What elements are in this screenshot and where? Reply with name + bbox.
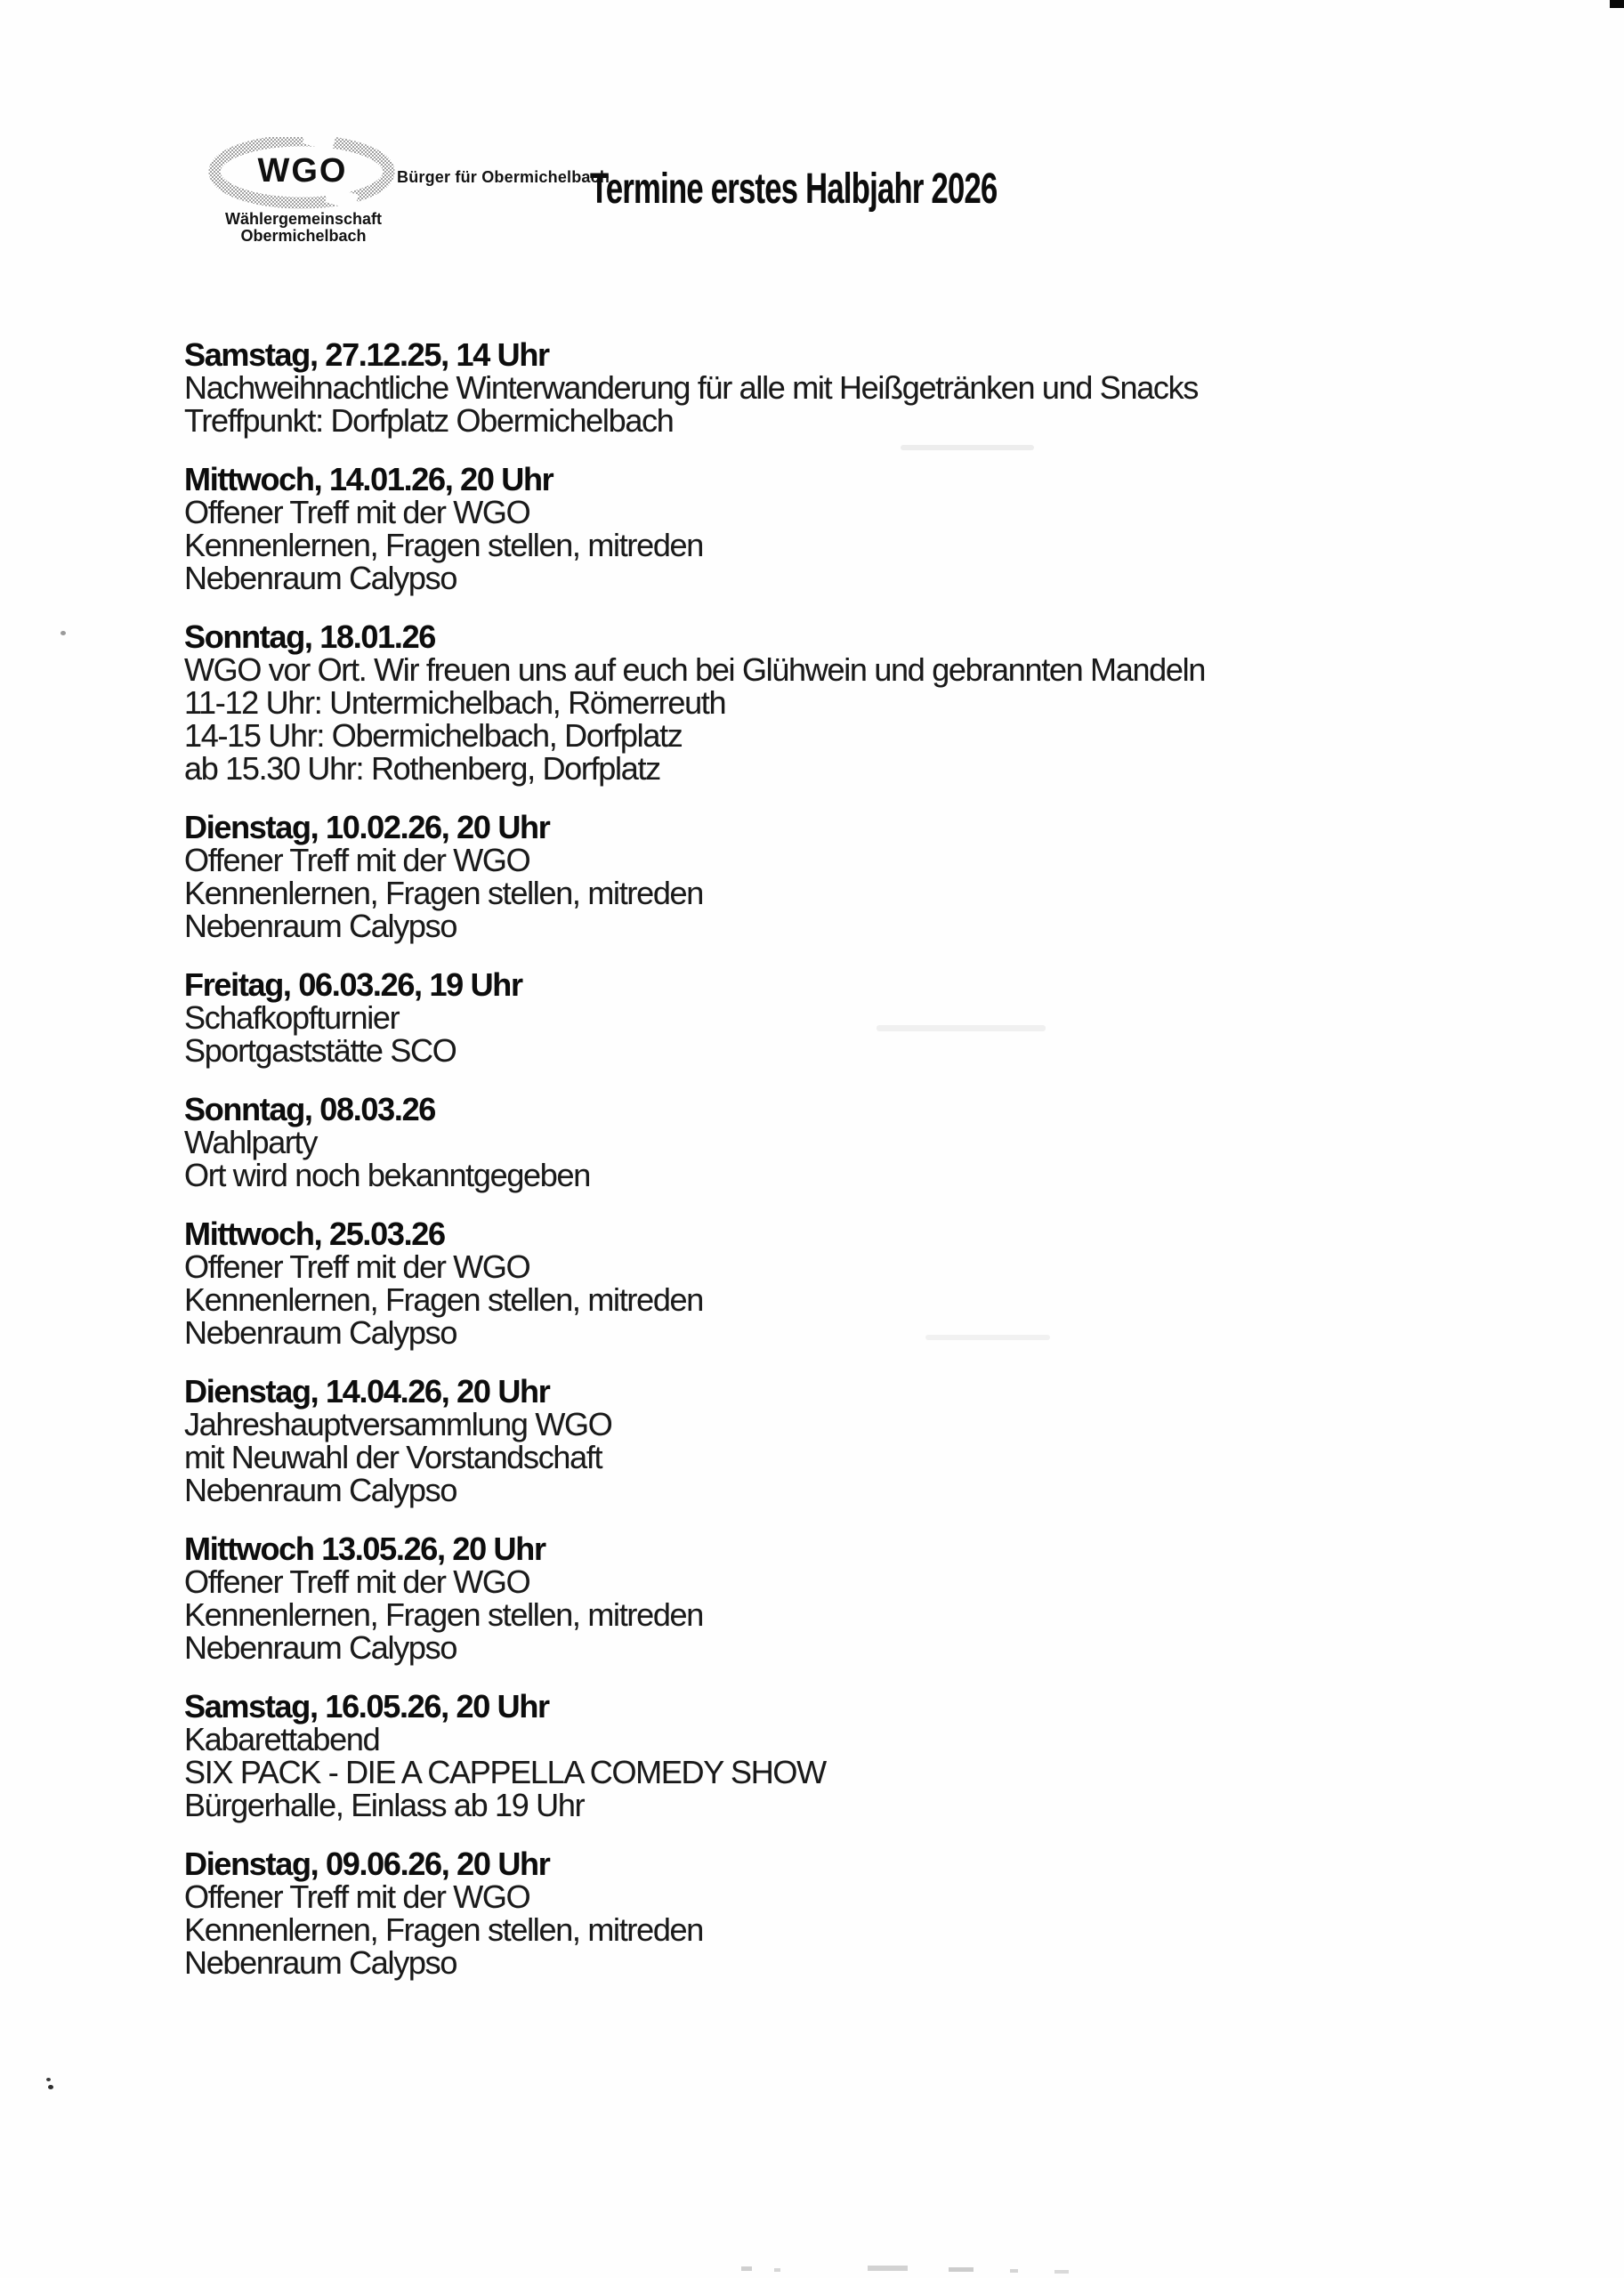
scan-artifact-speck	[61, 631, 66, 635]
scan-artifact-corner-mark	[1610, 0, 1624, 8]
event-line: Ort wird noch bekanntgegeben	[184, 1157, 590, 1193]
event-line: Offener Treff mit der WGO	[184, 494, 530, 530]
events-list	[184, 338, 1297, 2005]
event-heading: Dienstag, 09.06.26, 20 Uhr	[184, 1846, 550, 1882]
scan-artifact-bottom-mark	[1054, 2270, 1069, 2274]
scan-artifact-bottom-mark	[741, 2266, 752, 2271]
event-line: 14-15 Uhr: Obermichelbach, Dorfplatz	[184, 717, 683, 754]
wgo-logo-org-name	[210, 211, 397, 245]
event-heading: Dienstag, 14.04.26, 20 Uhr	[184, 1373, 550, 1410]
event-block	[184, 463, 1297, 594]
event-block	[184, 1532, 1297, 1664]
event-line: Offener Treff mit der WGO	[184, 842, 530, 878]
event-line: Nebenraum Calypso	[184, 1629, 457, 1666]
event-block	[184, 1217, 1297, 1349]
event-block	[184, 338, 1297, 437]
scan-artifact-speck	[46, 2078, 51, 2081]
scan-artifact-bottom-mark	[774, 2268, 780, 2272]
event-line: Nachweihnachtliche Winterwanderung für alle mit Heißgetränken und Snacks	[184, 369, 1199, 406]
event-line: Offener Treff mit der WGO	[184, 1563, 530, 1600]
event-heading: Dienstag, 10.02.26, 20 Uhr	[184, 809, 550, 845]
event-line: ab 15.30 Uhr: Rothenberg, Dorfplatz	[184, 750, 660, 787]
event-block	[184, 968, 1297, 1067]
wgo-logo-tagline: Bürger für Obermichelbach	[397, 168, 610, 186]
event-line: Offener Treff mit der WGO	[184, 1878, 530, 1915]
event-line: Nebenraum Calypso	[184, 560, 457, 596]
event-heading: Mittwoch, 25.03.26	[184, 1216, 445, 1252]
event-heading: Mittwoch, 14.01.26, 20 Uhr	[184, 461, 553, 497]
event-heading: Mittwoch 13.05.26, 20 Uhr	[184, 1531, 545, 1567]
event-block	[184, 1093, 1297, 1192]
event-line: Schafkopfturnier	[184, 999, 400, 1036]
wgo-logo-acronym: WGO	[257, 152, 348, 190]
event-block	[184, 1847, 1297, 1979]
event-line: mit Neuwahl der Vorstandschaft	[184, 1439, 602, 1475]
event-line: Kabarettabend	[184, 1721, 380, 1757]
event-heading: Freitag, 06.03.26, 19 Uhr	[184, 966, 522, 1003]
scan-artifact-bottom-mark	[1010, 2269, 1018, 2273]
event-line: Jahreshauptversammlung WGO	[184, 1406, 612, 1442]
scan-artifact-bottom-mark	[949, 2267, 974, 2272]
event-line: Nebenraum Calypso	[184, 1944, 457, 1981]
scan-artifact-speck	[48, 2085, 53, 2089]
scan-artifact-bottom-mark	[868, 2266, 908, 2271]
event-heading: Samstag, 16.05.26, 20 Uhr	[184, 1688, 549, 1725]
event-line: Nebenraum Calypso	[184, 908, 457, 944]
event-block	[184, 1690, 1297, 1822]
event-line: Kennenlernen, Fragen stellen, mitreden	[184, 1596, 703, 1633]
event-line: Kennenlernen, Fragen stellen, mitreden	[184, 1281, 703, 1318]
event-line: SIX PACK - DIE A CAPPELLA COMEDY SHOW	[184, 1754, 826, 1790]
event-block	[184, 1375, 1297, 1507]
event-line: WGO vor Ort. Wir freuen uns auf euch bei Glühwein und gebrannten Mandeln	[184, 651, 1206, 688]
event-line: Offener Treff mit der WGO	[184, 1248, 530, 1285]
event-line: Kennenlernen, Fragen stellen, mitreden	[184, 527, 703, 563]
event-block	[184, 620, 1297, 785]
event-block	[184, 811, 1297, 942]
event-heading: Sonntag, 18.01.26	[184, 618, 436, 655]
event-line: 11-12 Uhr: Untermichelbach, Römerreuth	[184, 684, 726, 721]
event-line: Sportgaststätte SCO	[184, 1032, 456, 1069]
event-line: Wahlparty	[184, 1124, 318, 1160]
wgo-logo-org-line2: Obermichelbach	[240, 227, 367, 245]
event-line: Bürgerhalle, Einlass ab 19 Uhr	[184, 1787, 585, 1823]
event-heading: Sonntag, 08.03.26	[184, 1091, 436, 1127]
page-title: Termine erstes Halbjahr 2026	[590, 166, 998, 214]
event-line: Treffpunkt: Dorfplatz Obermichelbach	[184, 402, 674, 439]
event-line: Nebenraum Calypso	[184, 1472, 457, 1508]
event-line: Kennenlernen, Fragen stellen, mitreden	[184, 875, 703, 911]
event-line: Kennenlernen, Fragen stellen, mitreden	[184, 1911, 703, 1948]
event-heading: Samstag, 27.12.25, 14 Uhr	[184, 336, 549, 373]
wgo-logo-org-line1: Wählergemeinschaft	[224, 210, 383, 228]
event-line: Nebenraum Calypso	[184, 1314, 457, 1351]
